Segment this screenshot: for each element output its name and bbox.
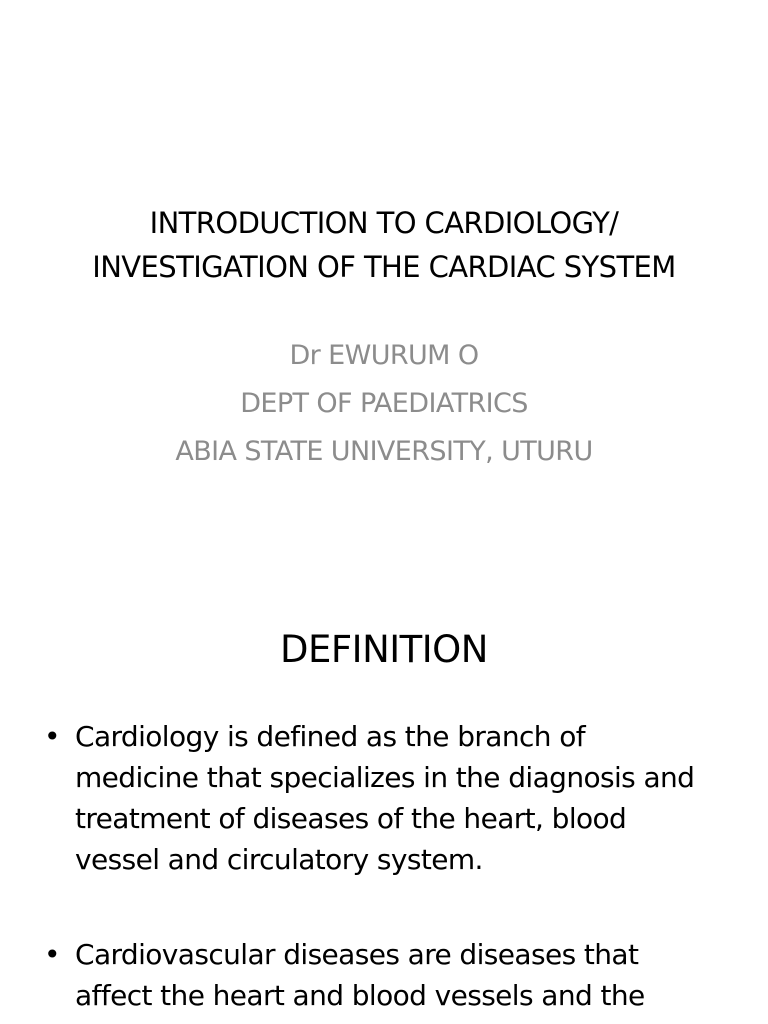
author-name: Dr EWURUM O [289,340,479,371]
definition-slide [0,576,768,1024]
definition-heading: DEFINITION [280,628,488,671]
bullet-item [0,934,768,1016]
bullet-line: affect the heart and blood vessels and the [75,979,645,1012]
bullet-list [0,716,768,1016]
bullet-line: vessel and circulatory system. [75,843,483,876]
bullet-line: Cardiovascular diseases are diseases that [75,938,639,971]
bullet-dot-icon: • [44,720,60,753]
institution: ABIA STATE UNIVERSITY, UTURU [175,436,593,467]
slide-title-line: INVESTIGATION OF THE CARDIAC SYSTEM [92,250,676,284]
bullet-line: medicine that specializes in the diagnosis and [75,761,695,794]
bullet-text [75,716,728,880]
slide-title [0,201,768,289]
bullet-dot-icon: • [44,938,60,971]
bullet-item [0,716,768,880]
slide-subtitle [0,332,768,476]
bullet-text [75,934,728,1016]
bullet-line: Cardiology is defined as the branch of [75,720,586,753]
slide-title-line: INTRODUCTION TO CARDIOLOGY/ [149,206,619,240]
bullet-line: treatment of diseases of the heart, blood [75,802,627,835]
department: DEPT OF PAEDIATRICS [240,388,528,419]
